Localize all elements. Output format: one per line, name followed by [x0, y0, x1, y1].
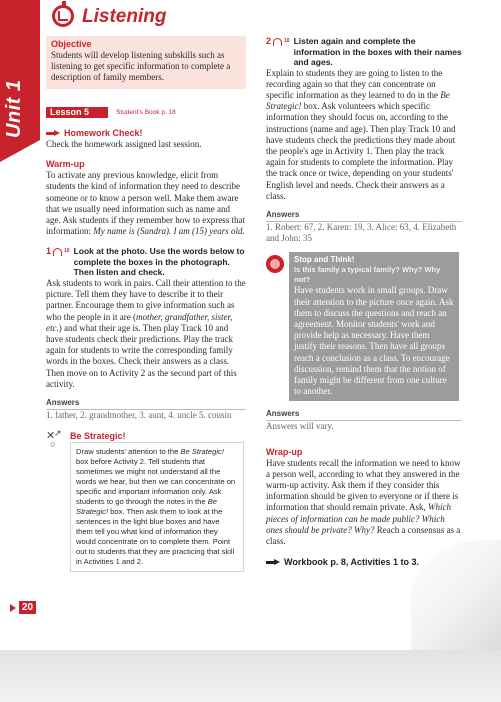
activity-1-text: Ask students to work in pairs. Call their attention to the picture. Tell them they have to describe it to their partner. Encourage them to give information such as who the people in it are (mother, grandfather, sister, etc.) and what their age is. Then play Track 10 and have students check their predictions. Play the track again for students to write the corresponding family words in the boxes. Check their answers as a class. Then move on to Activity 2 as the second part of this activity. — [46, 277, 246, 389]
wrapup-text: Have students recall the information we need to know a person well, according to what they answered in the warm-up activity. Ask them if they consider this information should be given to everyone or if there is information that should remain private. Ask, Which pieces of information can be made public? Which ones should be private? Why? Reach a consensus as a class. — [266, 457, 461, 546]
left-column — [46, 36, 246, 572]
activity-2-text: Explain to students they are going to listen to the recording again so that they can concentrate on specific information as they learned to do in the Be Strategic! box. Ask volunteers which specific information they should focus on, according to the instructions (name and age). Then play Track 10 and have students check the predictions they made about the people's age in Activity 1. Then play the track again for students to complete the information. Play the track once or twice, depending on your students' English level and needs. Check their answers as a class. — [266, 67, 456, 201]
lesson-badge: Lesson 5 — [46, 107, 108, 118]
activity-1-number: 1 10 — [46, 246, 70, 257]
objective-text: Students will develop listening subskills such as listening to get specific information to complete a description of family members. — [51, 50, 231, 83]
stop-and-think-box — [289, 252, 459, 401]
page-number-badge — [10, 601, 36, 614]
workbook-reference: Workbook p. 8, Activities 1 to 3. — [284, 557, 420, 568]
lesson-header — [46, 107, 246, 118]
section-title: Listening — [82, 6, 167, 27]
warmup-paragraph: To activate any previous knowledge, elicit from students the kind of information they need to describe someone or to know a person well. Make them aware that we usually need information such as name and age. Ask students if they remember how to express that information: My name is (Sandra). I am (15) years old. — [46, 170, 245, 237]
activity-1-answers: 1. father, 2. grandmother, 3. aunt, 4. uncle 5. cousin — [46, 409, 232, 420]
warmup-example: My name is (Sandra). I am (15) years old. — [93, 226, 245, 237]
head-icon — [266, 255, 284, 273]
stop-and-think-question: Is this family a typical family? Why? Why not? — [294, 265, 441, 285]
activity-2-title: Listen again and complete the information in the boxes with their names and ages. — [293, 36, 462, 67]
unit-tab-point — [0, 140, 40, 162]
stop-and-think-section — [266, 252, 462, 401]
unit-label: Unit 1 — [3, 79, 25, 138]
think-answers: Answers will vary. — [266, 421, 334, 432]
be-strategic-title: Be Strategic! — [70, 431, 126, 442]
homework-heading — [46, 128, 246, 139]
wrapup-title: Wrap-up — [266, 446, 303, 457]
activity-1-title: Look at the photo. Use the words below to complete the boxes in the photograph. Then listen and check. — [73, 246, 245, 278]
lesson-book-ref: Student's Book p. 18 — [116, 108, 176, 116]
stop-and-think-text: Have students work in small groups. Draw their attention to the picture once again. Ask them to discuss the questions and reach an agreement. Monitor students' work and provide help as necessary. Have them justify their reasons. Then have all groups reach a conclusion as a class. To encourage discussion, remind them that the notion of family might be different from one culture to another. — [294, 285, 454, 397]
activity-2-number: 2 10 — [266, 36, 290, 46]
page-number: 20 — [19, 601, 36, 614]
headphones-icon — [273, 38, 282, 46]
activity-1 — [46, 246, 246, 278]
strategy-icon: ✕ ↗ ○ — [46, 428, 62, 450]
page-shadow — [0, 650, 501, 702]
stop-and-think-title: Stop and Think! — [294, 255, 355, 265]
right-column — [266, 36, 462, 568]
be-strategic-box: Draw students' attention to the Be Strategic! box before Activity 2. Tell students that sometimes we might not understand all the words we hear, but then we can concentrate on specific and important information only. Ask students to go through the notes in the Be Strategic! box. Then ask them to look at the sentences in the light blue boxes and have them tell you what kind of information they would concentrate on to complete them. Point out to students that they are practicing that skill in Activities 1 and 2. — [70, 442, 244, 572]
activity-2-answers-label: Answers — [266, 210, 462, 222]
stopwatch-icon — [52, 5, 74, 27]
headphones-icon — [53, 248, 62, 256]
triangle-icon — [10, 604, 16, 612]
be-strategic-section — [46, 428, 246, 572]
activity-1-answers-label: Answers — [46, 398, 246, 410]
homework-title: Homework Check! — [64, 127, 143, 138]
arrow-icon — [266, 559, 280, 566]
think-answers-label: Answers — [266, 409, 462, 421]
arrow-icon — [46, 130, 60, 137]
homework-text: Check the homework assigned last session. — [46, 139, 202, 150]
unit-side-tab — [0, 0, 40, 140]
activity-2 — [266, 36, 462, 68]
objective-box — [46, 36, 246, 89]
activity-2-answers: 1. Robert: 67, 2. Karen: 19, 3. Alice: 63, 4. Elizabeth and John: 35 — [266, 221, 457, 244]
objective-title: Objective — [51, 39, 92, 49]
warmup-title: Warm-up — [46, 159, 85, 170]
